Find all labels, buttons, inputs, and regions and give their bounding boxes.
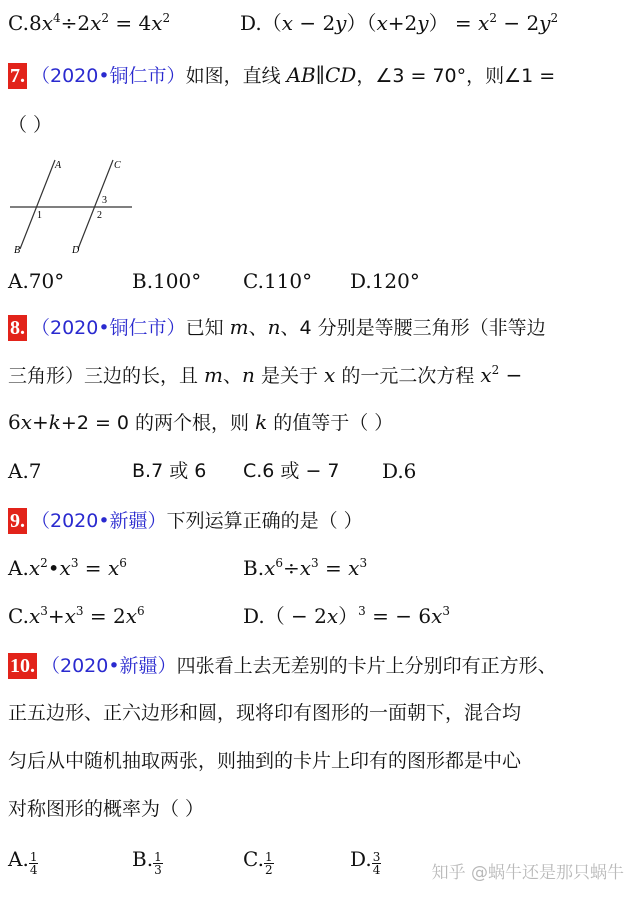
q8-stem-line1: 8. （2020•铜仁市）已知 m、n、4 分别是等腰三角形（非等边: [10, 315, 546, 339]
q7-source: （2020•铜仁市）: [31, 65, 186, 87]
line-ab: [20, 160, 55, 249]
q9-option-a: $A.x^2•x^3 = x^6$: [8, 556, 127, 580]
q7-option-c: C.110°: [243, 269, 313, 293]
q8-option-d: D.6: [382, 459, 417, 483]
q10-number: 10.: [10, 655, 35, 677]
line-cd: [78, 160, 113, 249]
label-c: C: [114, 160, 121, 171]
q7-option-a: A.70°: [8, 269, 65, 293]
q8-stem-line2: 三角形）三边的长，且 m、n 是关于 x 的一元二次方程 $x^2$ −: [8, 363, 523, 387]
q7-option-d: D.120°: [350, 269, 420, 293]
q9-option-b: $B.x^6\div x^3 = x^3$: [243, 556, 368, 580]
q10-source: （2020•新疆）: [41, 655, 177, 677]
q7-stem: 7. （2020•铜仁市）如图，直线 AB∥CD，∠3 = 70°，则∠1 =: [10, 63, 556, 87]
q9-option-c: $C.x^3+x^3 = 2x^6$: [8, 604, 145, 628]
q7-blank: （ ）: [8, 114, 53, 136]
q6-option-d: $D.(x - 2y)(x+2y) = x^2 - 2y^2$: [240, 11, 559, 35]
label-3: 3: [102, 195, 107, 206]
q8-option-b: B.7 或 6: [132, 460, 207, 482]
q10-stem-line3: 匀后从中随机抽取两张，则抽到的卡片上印有的图形都是中心: [8, 750, 522, 772]
q10-option-b: B. $\frac{1}{3}$: [132, 847, 162, 877]
watermark: 知乎 @蜗牛还是那只蜗牛: [431, 863, 624, 883]
q10-option-d: D. $\frac{3}{4}$: [350, 847, 381, 877]
q9-number: 9.: [10, 510, 25, 532]
label-a: A: [55, 160, 62, 171]
q10-option-a: A. $\frac{1}{4}$: [8, 847, 38, 877]
label-2: 2: [97, 210, 102, 221]
q8-source: （2020•铜仁市）: [31, 317, 186, 339]
q6-option-c: $C.8x^4\div 2x^2 = 4x^2$: [8, 11, 171, 35]
q9-stem: 9. （2020•新疆）下列运算正确的是（ ）: [10, 510, 363, 532]
q10-option-c: C. $\frac{1}{2}$: [243, 847, 273, 877]
q7-parallel-lines-figure: [0, 152, 150, 258]
label-b: B: [14, 245, 21, 256]
q9-option-d: $D.( - 2x)^3$ = − $6x^3$: [243, 604, 451, 628]
q7-option-b: B.100°: [132, 269, 202, 293]
q8-option-c: C.6 或 − 7: [243, 460, 340, 482]
q10-stem-line4: 对称图形的概率为（ ）: [8, 798, 205, 820]
q8-option-a: A.7: [8, 459, 42, 483]
label-d: D: [72, 245, 80, 256]
q9-source: （2020•新疆）: [31, 510, 167, 532]
label-1: 1: [37, 210, 42, 221]
q10-stem-line2: 正五边形、正六边形和圆，现将印有图形的一面朝下，混合均: [8, 702, 522, 724]
q8-stem-line3: 6x+k+2 = 0 的两个根，则 k 的值等于（ ）: [8, 410, 394, 434]
q8-number: 8.: [10, 317, 25, 339]
q10-stem-line1: 10. （2020•新疆）四张看上去无差别的卡片上分别印有正方形、: [10, 655, 557, 677]
q7-number: 7.: [10, 65, 25, 87]
